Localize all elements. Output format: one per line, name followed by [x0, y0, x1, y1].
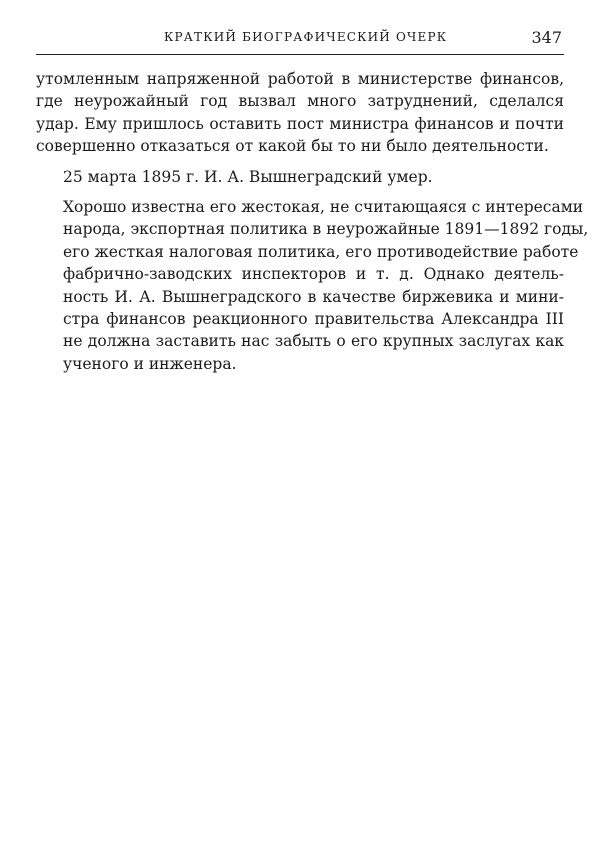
- text-line: совершенно отказаться от какой бы то ни было деятельности.: [36, 137, 549, 156]
- text-line: утомленным напряженной работой в министерстве финансов,: [36, 70, 564, 88]
- text-line: где неурожайный год вызвал много затруднений, сделался: [36, 92, 564, 111]
- text-line: фабрично-заводских инспекторов и т. д. Однако деятель-: [63, 265, 564, 284]
- running-title: КРАТКИЙ БИОГРАФИЧЕСКИЙ ОЧЕРК: [164, 30, 448, 44]
- paragraph-1: [36, 68, 564, 158]
- text-line: Хорошо известна его жестокая, не считающаяся с интересами: [63, 198, 584, 217]
- header-rule: [36, 54, 564, 55]
- body-text: [36, 68, 589, 383]
- text-line: его жесткая налоговая политика, его противодействие работе: [63, 242, 579, 261]
- page-number: 347: [531, 28, 562, 47]
- text-line: удар. Ему пришлось оставить пост министра финансов и почти: [36, 114, 564, 133]
- text-line: ученого и инженера.: [63, 354, 237, 373]
- text-line: ность И. А. Вышнеградского в качестве биржевика и мини-: [63, 287, 564, 306]
- page-header: [36, 26, 564, 52]
- text-line: не должна заставить нас забыть о его крупных заслугах как: [63, 332, 564, 351]
- text-line: стра финансов реакционного правительства Александра III: [63, 310, 564, 329]
- paragraph-3: [36, 196, 589, 375]
- text-line: народа, экспортная политика в неурожайные 1891—1892 годы,: [63, 220, 589, 239]
- paragraph-2: [36, 166, 564, 188]
- text-line: 25 марта 1895 г. И. А. Вышнеградский умер.: [63, 167, 433, 186]
